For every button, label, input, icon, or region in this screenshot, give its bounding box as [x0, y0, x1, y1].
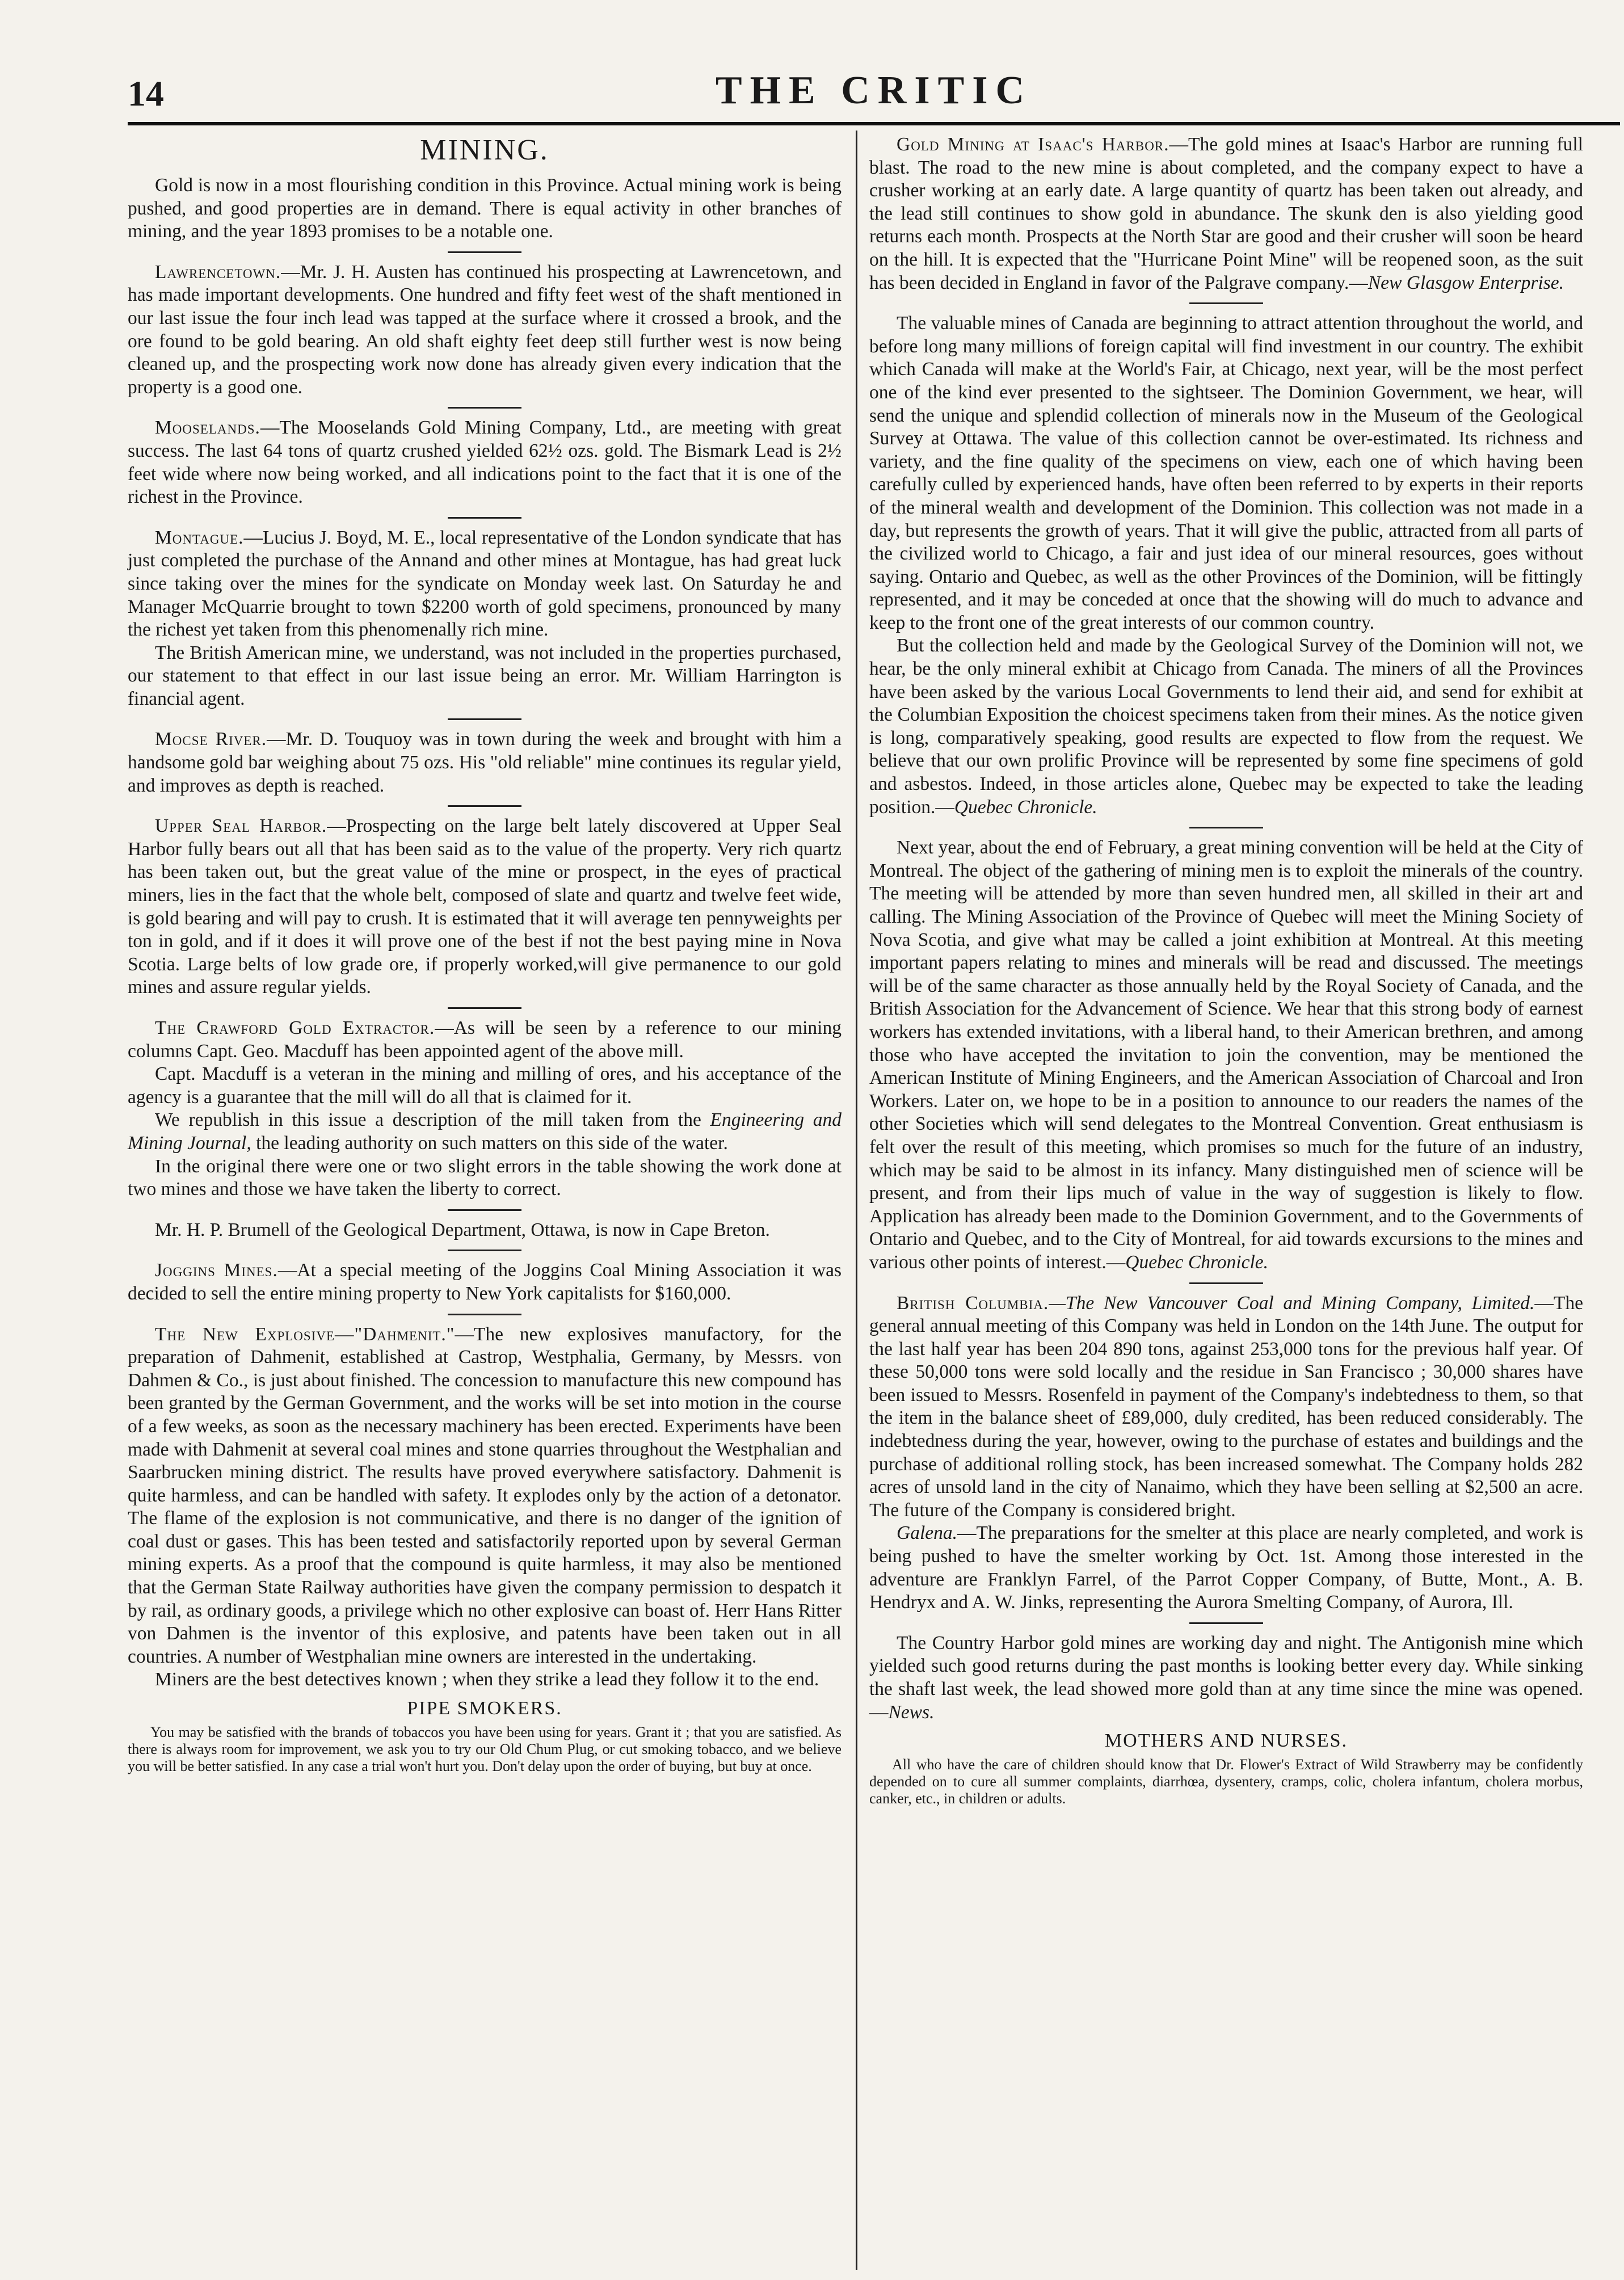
- article-subhead: —The New Vancouver Coal and Mining Company, Limited.: [1049, 1292, 1535, 1314]
- article-british-columbia: [869, 1292, 1583, 1522]
- advert-pipe-smokers: [128, 1724, 842, 1775]
- article-divider: [448, 718, 521, 720]
- article-divider: [448, 1250, 521, 1251]
- article-country-harbor: [869, 1632, 1583, 1724]
- article-head: Joggins Mines.: [155, 1260, 278, 1281]
- article-explosive: [128, 1323, 842, 1669]
- article-brumell: Mr. H. P. Brumell of the Geological Department, Ottawa, is now in Cape Breton.: [155, 1219, 770, 1240]
- article-head: Mooselands.: [155, 417, 260, 439]
- article-head: Montague.: [155, 527, 244, 548]
- article-body: —Mr. J. H. Austen has continued his prospecting at Lawrencetown, and has made important developments. One hundred and fifty feet west of the shaft mentioned in our last issue the four inch lead was tapped at the surface where it crossed a brook, and the ore found to be gold bearing. An old shaft eighty feet deep still further west is now being cleaned up, and the prospecting work now done has already given every indication that the property is a good one.: [128, 261, 842, 398]
- right-column: [869, 133, 1583, 1807]
- section-heading: MINING.: [420, 134, 549, 166]
- article-paragraph: Capt. Macduff is a veteran in the mining and milling of ores, and his acceptance of the agency is a guarantee that the mill will do all that is claimed for it.: [128, 1063, 842, 1108]
- text-run: We republish in this issue a description of the mill taken from the: [155, 1109, 710, 1131]
- article-body: —Mr. D. Touquoy was in town during the week and brought with him a handsome gold bar weighing about 75 ozs. His "old reliable" mine continues its regular yield, and improves as depth is reached.: [128, 729, 842, 796]
- article-source: News.: [888, 1701, 935, 1723]
- advert-body: You may be satisfied with the brands of tobaccos you have been using for years. Grant it ; that you are satisfied. As there is always room for improvement, we ask you to try our Old Chum Plug, or cut smoking tobacco, and we believe you will be better satisfied. In any case a trial won't hurt you. Don't delay upon the order of buying, but buy at once.: [128, 1723, 842, 1774]
- article-body: —Prospecting on the large belt lately discovered at Upper Seal Harbor fully bears out all that has been said as to the value of the property. Very rich quartz has been taken out, but the great value of the mine or prospect, in the eyes of practical miners, lies in the fact that the whole belt, composed of slate and quartz and twelve feet wide, is gold bearing and will pay to crush. It is estimated that it will average ten pennyweights per ton in gold, and if it does it will prove one of the best if not the best paying mine in Nova Scotia. Large belts of low grade ore, if properly worked,will give permanence to our gold mines and assure regular yields.: [128, 815, 842, 998]
- article-mining-convention: [869, 836, 1583, 1274]
- text-run: the leading authority on such matters on this side of the water.: [251, 1132, 728, 1154]
- article-head: Upper Seal Harbor.: [155, 815, 327, 837]
- article-galena: [869, 1522, 1583, 1614]
- article-body: But the collection held and made by the Geological Survey of the Dominion will not, we hear, be the only mineral exhibit at Chicago from Canada. The miners of all the Provinces have been asked by the various Local Governments to lend their aid, and send for exhibit at the Columbian Exposition the choicest specimens taken from their mines. As the notice given is long, comparatively speaking, good results are expected to flow from the request. We believe that our own prolific Province will be represented by some fine specimens of gold and asbestos. Indeed, in those articles alone, Quebec may be expected to take the leading position.—: [869, 635, 1583, 818]
- article-source: Quebec Chronicle.: [954, 796, 1097, 818]
- article-body: Next year, about the end of February, a great mining convention will be held at the City of Montreal. The object of the gathering of mining men is to exploit the minerals of the country. The meeting will be attended by more than seven hundred men, all skilled in their art and calling. The Mining Association of the Province of Quebec will meet the Mining Society of Nova Scotia, and give what may be called a joint exhibition at Montreal. At this meeting important papers relating to mines and minerals will be read and discussed. The meetings will be of the same character as those annually held by the Royal Society of Canada, and the British Association for the Advancement of Science. We hear that this strong body of earnest workers has extended invitations, with a liberal hand, to their American brethren, and among those who have accepted the invitation to join the convention, may be mentioned the American Institute of Mining Engineers, and the American Association of Charcoal and Iron Workers. Later on, we hope to be in a position to announce to our readers the names of the other Societies which will send delegates to the Montreal Convention. Great enthusiasm is felt over the result of this meeting, which promises so much for the future of an industry, which may be said to be almost in its infancy. Many distinguished men of science will be present, and from their lips much of value in the way of suggestion is likely to flow. Application has already been made to the Dominion Government, and to the Governments of Ontario and Quebec, and to the City of Montreal, for aid towards excursions to the mines and various other points of interest.—: [869, 837, 1583, 1273]
- article-joggins: [128, 1259, 842, 1305]
- article-divider: [1189, 1282, 1263, 1284]
- article-montague: [128, 527, 842, 642]
- article-body: —Lucius J. Boyd, M. E., local representative of the London syndicate that has just completed the purchase of the Annand and other mines at Montague, has had great luck since taking over the mines for the syndicate on Monday week last. On Saturday he and Manager McQuarrie brought to town $2200 worth of gold specimens, pronounced by many the richest yet taken from this phenomenally rich mine.: [128, 527, 842, 641]
- article-head: British Columbia.: [897, 1292, 1049, 1314]
- advert-body: All who have the care of children should know that Dr. Flower's Extract of Wild Strawberry may be confidently depended on to cure all summer complaints, diarrhœa, dysentery, cramps, colic, cholera infantum, cholera morbus, canker, etc., in children or adults.: [869, 1756, 1583, 1807]
- article-head: Gold Mining at Isaac's Harbor.: [897, 134, 1169, 155]
- article-upper-seal-harbor: [128, 815, 842, 999]
- newspaper-page: [128, 68, 1620, 2270]
- article-lawrencetown: [128, 261, 842, 399]
- article-source: Quebec Chronicle.: [1125, 1251, 1269, 1273]
- article-head: Galena.: [897, 1522, 957, 1544]
- article-divider: [448, 1007, 521, 1009]
- article-divider: [448, 407, 521, 409]
- article-body: —The Mooselands Gold Mining Company, Ltd., are meeting with great success. The last 64 tons of quartz crushed yielded 62½ ozs. gold. The Bismark Lead is 2½ feet wide where now being worked, and all indications point to the fact that it is one of the richest in the Province.: [128, 417, 842, 508]
- article-paragraph: Miners are the best detectives known ; when they strike a lead they follow it to the end.: [155, 1669, 819, 1690]
- article-divider: [448, 1209, 521, 1211]
- masthead: [128, 68, 1620, 125]
- left-column: [128, 133, 842, 1775]
- article-body: —The new explosives manufactory, for the preparation of Dahmenit, established at Castrop, Westphalia, Germany, by Messrs. von Dahmen & Co., is just about finished. The concession to manufacture this new compound has been granted by the German Government, and the works will be set into motion in the course of a few weeks, as soon as the necessary machinery has been erected. Experiments have been made with Dahmenit at several coal mines and stone quarries throughout the Westphalian and Saarbrucken mining district. The results have proved everywhere satisfactory. Dahmenit is quite harmless, and can be handled with safety. It explodes only by the action of a detonator. The flame of the explosion is not communicative, and there is no danger of the ignition of coal dust or gases. This has been tested and satisfactorily reported upon by several German mining experts. As a proof that the compound is quite harmless, it may also be mentioned that the German State Railway authorities have given the company permission to despatch it by rail, as ordinary goods, a privilege which no other explosive can boast of. Herr Hans Ritter von Dahmen is the inventor of this explosive, and patents have been taken out in all countries. A number of Westphalian mine owners are interested in the undertaking.: [128, 1323, 842, 1667]
- article-body: The Country Harbor gold mines are working day and night. The Antigonish mine which yielded such good returns during the past months is looking better every day. While sinking the shaft last week, the lead showed more gold than at any time since the mine was opened.—: [869, 1632, 1583, 1723]
- article-divider: [448, 1314, 521, 1315]
- intro-paragraph: Gold is now in a most flourishing condition in this Province. Actual mining work is being pushed, and good properties are in demand. There is equal activity in other branches of mining, and the year 1893 promises to be a notable one.: [128, 175, 842, 242]
- column-divider: [856, 131, 857, 2270]
- article-divider: [448, 251, 521, 253]
- article-divider: [1189, 1622, 1263, 1624]
- article-head: The Crawford Gold Extractor.: [155, 1017, 435, 1038]
- article-body: —At a special meeting of the Joggins Coal Mining Association it was decided to sell the entire mining property to New York capitalists for $160,000.: [128, 1260, 842, 1304]
- article-head: Mocse River.: [155, 729, 267, 750]
- article-paragraph: The British American mine, we understand, was not included in the properties purchased, our statement to that effect in our last issue being an error. Mr. William Harrington is financial agent.: [128, 642, 842, 709]
- article-divider: [448, 805, 521, 807]
- article-body: —As will be seen by a reference to our mining columns Capt. Geo. Macduff has been appointed agent of the above mill.: [128, 1017, 842, 1062]
- article-crawford: [128, 1017, 842, 1063]
- article-head: Lawrencetown.: [155, 261, 281, 283]
- masthead-rule: [128, 122, 1620, 125]
- journal-title: Engineering and Mining Journal,: [128, 1109, 842, 1154]
- advert-heading: MOTHERS AND NURSES.: [1104, 1730, 1348, 1752]
- newspaper-title: THE CRITIC: [715, 69, 1033, 112]
- article-head: The New Explosive—"Dahmenit.": [155, 1323, 455, 1345]
- article-paragraph: In the original there were one or two slight errors in the table showing the work done at two mines and those we have taken the liberty to correct.: [128, 1155, 842, 1200]
- article-divider: [1189, 827, 1263, 828]
- article-paragraph: [869, 634, 1583, 819]
- article-source: New Glasgow Enterprise.: [1368, 272, 1564, 293]
- article-mooselands: [128, 417, 842, 508]
- article-moose-river: [128, 728, 842, 797]
- advert-heading: PIPE SMOKERS.: [407, 1698, 562, 1719]
- article-canada-minerals: The valuable mines of Canada are beginning to attract attention throughout the world, and before long many millions of foreign capital will find investment in our country. The exhibit which Canada will make at the World's Fair, at Chicago, next year, will be the most perfect one of the kind ever presented to the sightseer. The Dominion Government, we hear, will send the unique and splendid collection of minerals now in the Museum of the Geological Survey at Ottawa. The value of this collection cannot be over-estimated. Its richness and variety, and the fine quality of the specimens on view, each one of which having been carefully culled by experienced hands, have often been referred to by experts in their reports of the mineral wealth and development of the Dominion. This collection was not made in a day, but represents the growth of years. That it will give the public, attracted from all parts of the civilized world to Chicago, a fair and just idea of our mineral resources, goes without saying. Ontario and Quebec, as well as the other Provinces of the Dominion, will be fittingly represented, and it may be conceded at once that the showing will do much to advance and keep to the front one of the great interests of our common country.: [869, 313, 1583, 633]
- article-divider: [1189, 302, 1263, 304]
- article-paragraph: [128, 1109, 842, 1155]
- article-divider: [448, 517, 521, 519]
- article-body: —The preparations for the smelter at this place are nearly completed, and work is being pushed to have the smelter working by Oct. 1st. Among those interested in the adventure are Franklyn Farrel, of the Parrot Copper Company, of Butte, Mont., A. B. Hendryx and A. W. Jinks, representing the Aurora Smelting Company, of Aurora, Ill.: [869, 1522, 1583, 1613]
- article-isaacs-harbor: [869, 133, 1583, 295]
- article-body: —The gold mines at Isaac's Harbor are running full blast. The road to the new mine is about completed, and the company expect to have a crusher working at an early date. A large quantity of quartz has been taken out already, and the lead still continues to show gold in abundance. The skunk den is also yielding good returns each month. Prospects at the North Star are good and their crusher will soon be heard on the hill. It is expected that the "Hurricane Point Mine" will be reopened soon, as the suit has been decided in England in favor of the Palgrave company.—: [869, 134, 1583, 293]
- advert-mothers-nurses: [869, 1756, 1583, 1807]
- page-number: 14: [128, 73, 164, 113]
- article-body: —The general annual meeting of this Company was held in London on the 14th June. The output for the last half year has been 204 890 tons, against 253,000 tons for the previous half year. Of these 50,000 tons were sold locally and the residue in San Francisco ; 30,000 shares have been issued to Messrs. Rosenfeld in payment of the Company's indebtedness to them, so that the item in the balance sheet of £89,000, duly credited, has been reduced considerably. The indebtedness during the year, however, owing to the purchase of estates and buildings and the purchase of additional rolling stock, has been increased somewhat. The Company holds 282 acres of unsold land in the city of Nanaimo, which they have been selling at $2,500 an acre. The future of the Company is considered bright.: [869, 1292, 1583, 1521]
